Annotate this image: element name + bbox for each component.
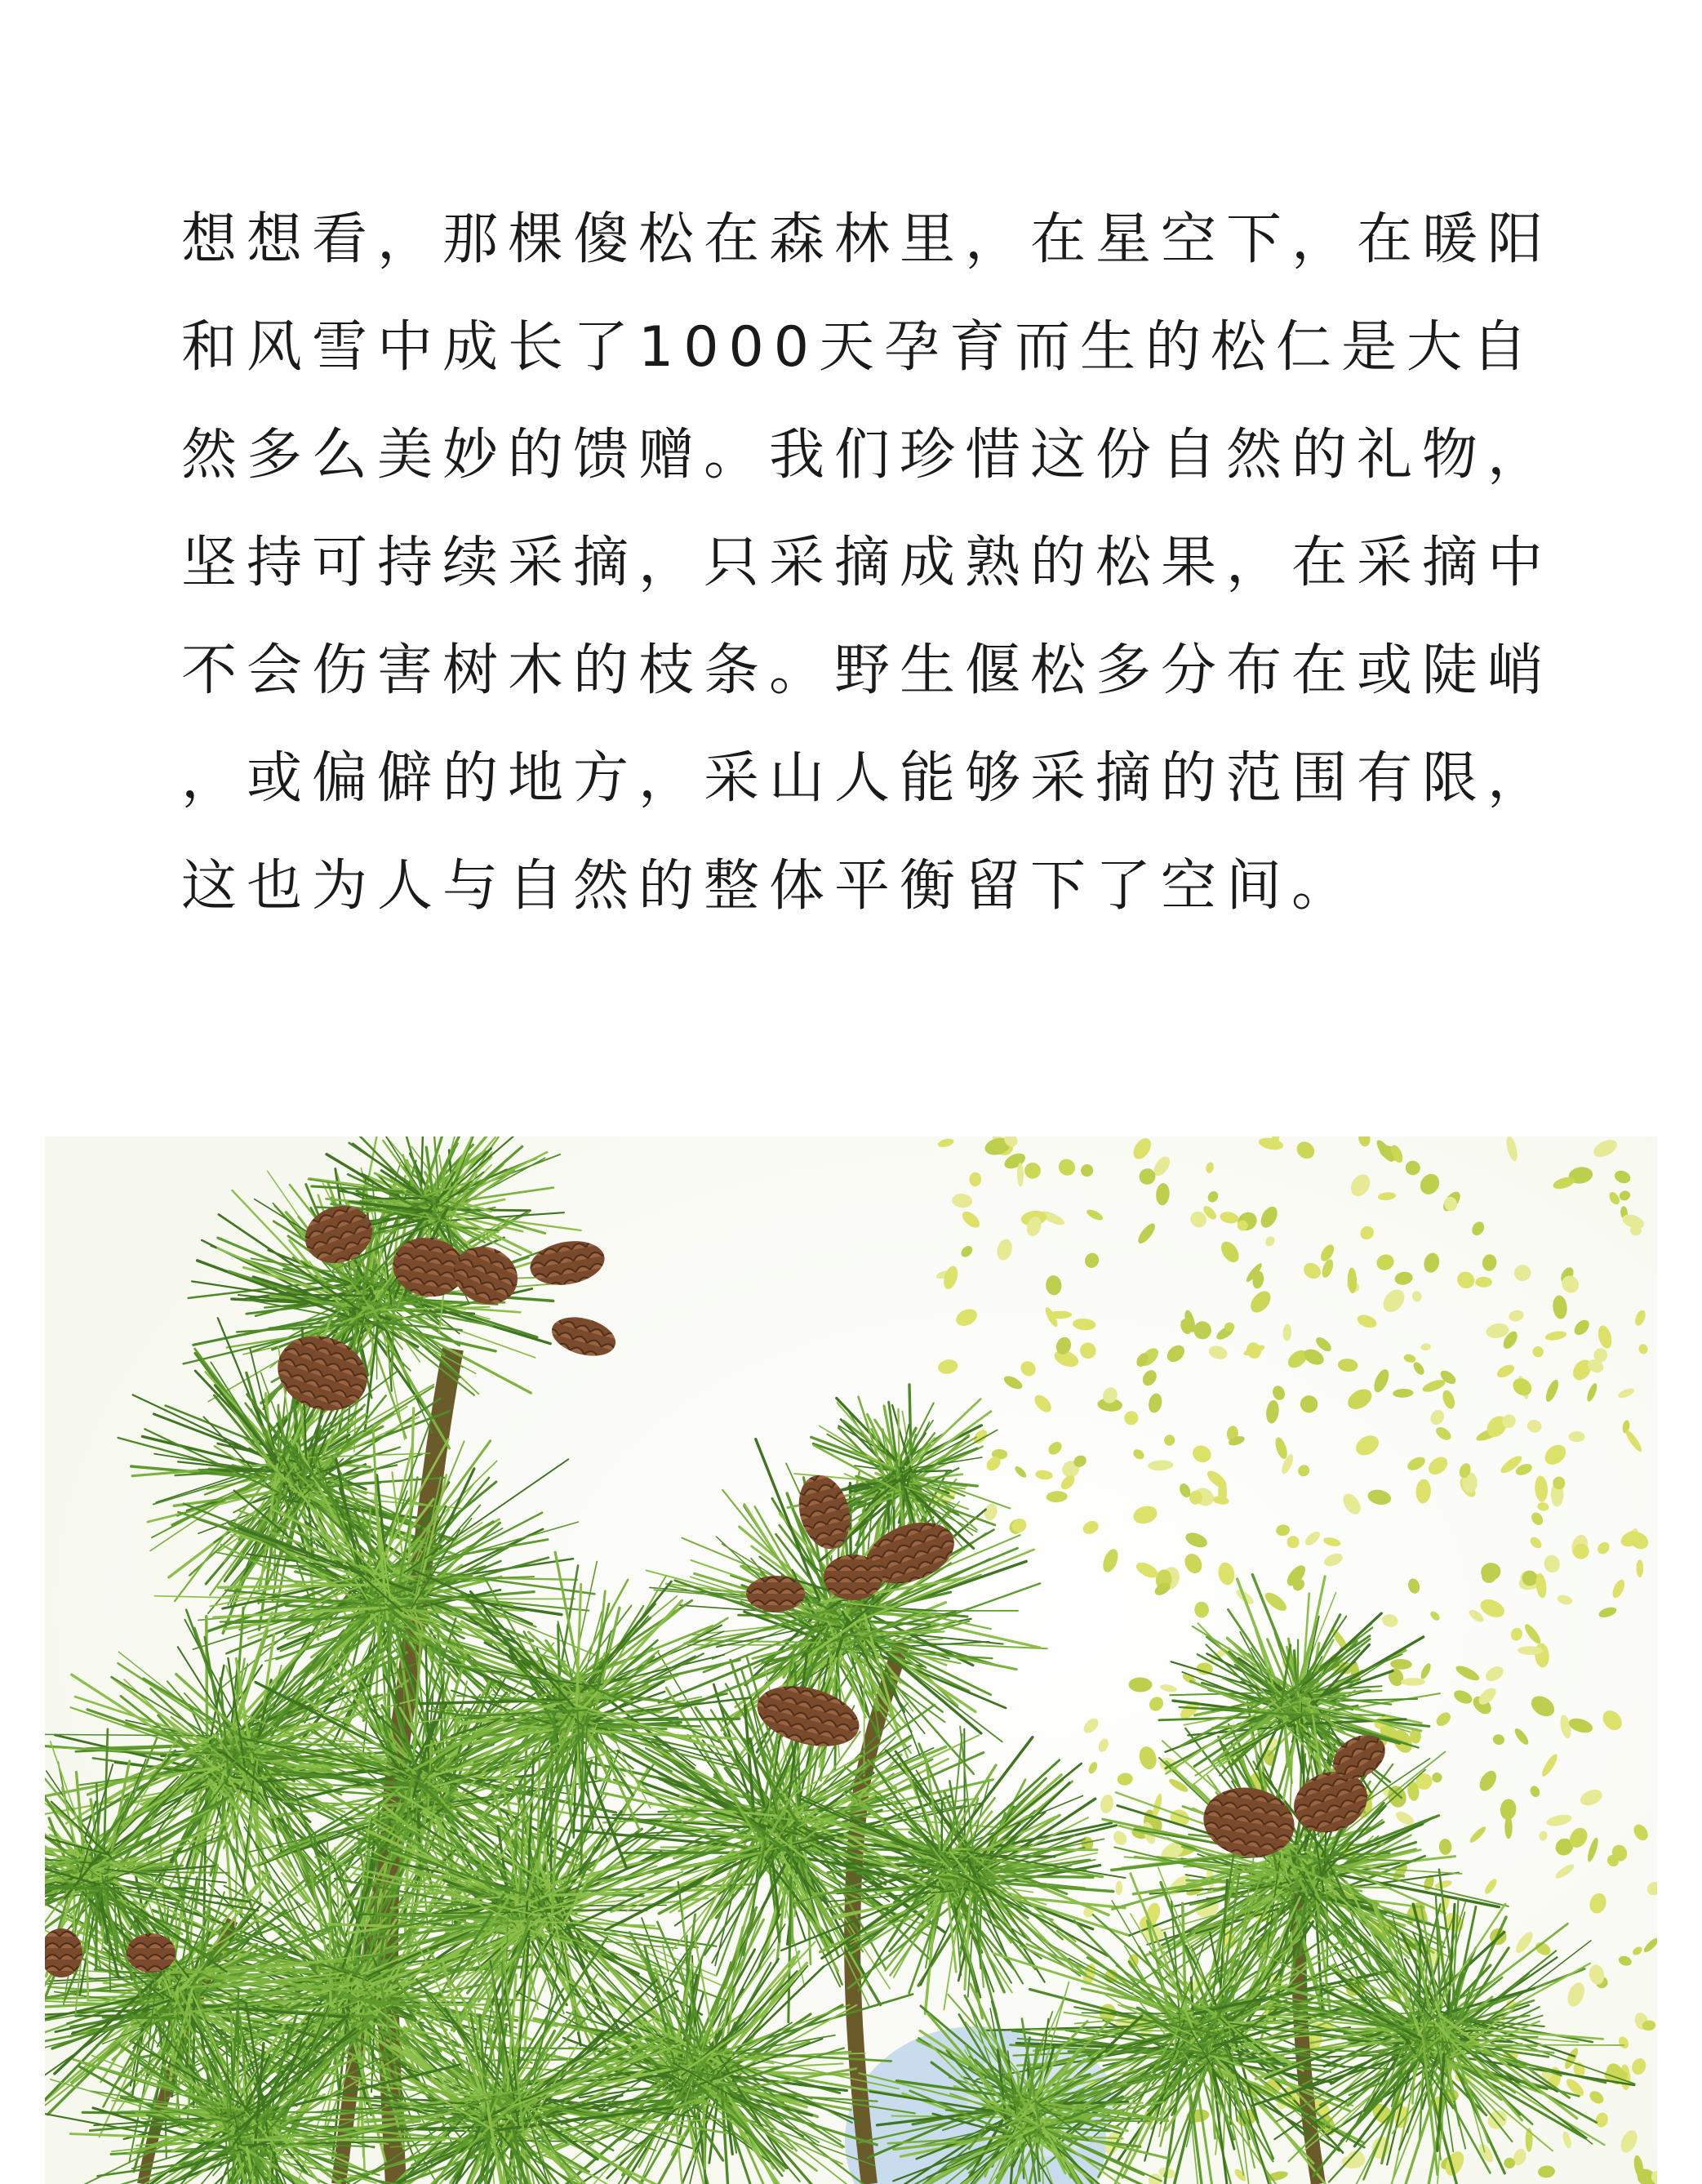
article-line: 这也为人与自然的整体平衡留下了空间。 — [181, 854, 1358, 919]
pine-needle — [282, 1295, 367, 1297]
article-line: 和风雪中成长了1000天孕育而生的松仁是大自 — [181, 315, 1538, 380]
article-paragraph — [181, 186, 1553, 941]
article-line: 想想看，那棵傻松在森林里，在星空下，在暖阳 — [181, 207, 1553, 272]
birch-leaf — [1401, 1678, 1425, 1686]
birch-leaf — [1218, 1479, 1227, 1505]
article-line: 坚持可持续采摘，只采摘成熟的松果，在采摘中 — [181, 531, 1553, 595]
pine-tree-illustration — [45, 1136, 1657, 2184]
article-line: 不会伤害树木的枝条。野生偃松多分布在或陡峭 — [181, 638, 1553, 703]
article-line: ，或偏僻的地方，采山人能够采摘的范围有限， — [181, 746, 1553, 811]
pine-tree-photo — [45, 1136, 1657, 2184]
article-line: 然多么美妙的馈赠。我们珍惜这份自然的礼物， — [181, 423, 1553, 487]
birch-leaf — [1637, 1559, 1644, 1577]
birch-leaf — [1568, 1431, 1584, 1442]
